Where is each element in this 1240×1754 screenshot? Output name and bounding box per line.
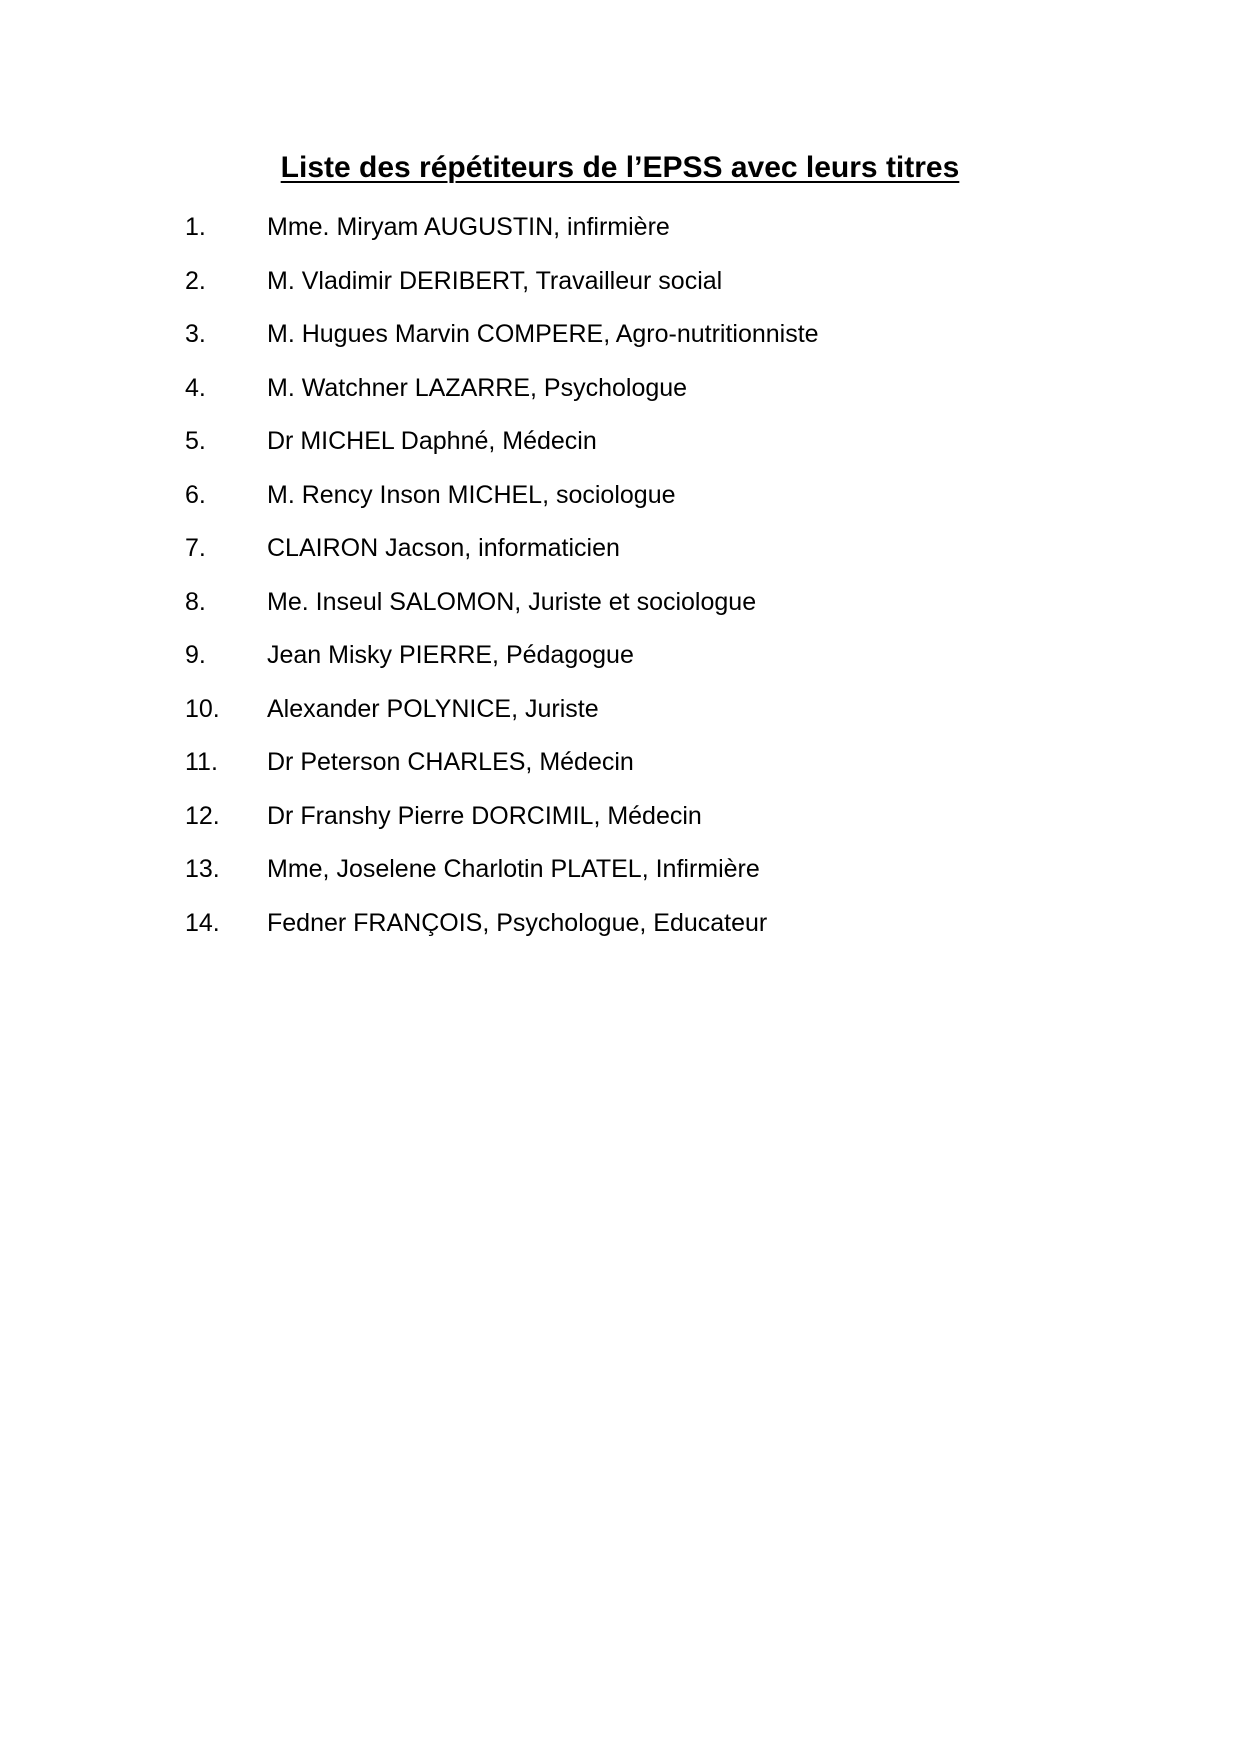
list-item-number: 5. bbox=[185, 427, 206, 455]
list-item bbox=[185, 261, 1085, 315]
list-item-text: M. Hugues Marvin COMPERE, Agro-nutritionniste bbox=[267, 320, 819, 348]
list-item bbox=[185, 582, 1085, 636]
list-item-number: 10. bbox=[185, 694, 220, 723]
list-item-text: M. Vladimir DERIBERT, Travailleur social bbox=[267, 266, 723, 295]
list-item-number: 9. bbox=[185, 641, 206, 669]
list-item-text: Mme. Miryam AUGUSTIN, infirmière bbox=[267, 213, 670, 241]
list-item-number: 7. bbox=[185, 534, 206, 562]
list-item-number: 13. bbox=[185, 855, 220, 883]
list-item bbox=[185, 903, 1085, 957]
list-item-text: Dr Peterson CHARLES, Médecin bbox=[267, 748, 634, 776]
repetiteurs-list bbox=[185, 207, 1085, 956]
list-item bbox=[185, 635, 1085, 689]
list-item bbox=[185, 796, 1085, 850]
list-item-text: Dr Franshy Pierre DORCIMIL, Médecin bbox=[267, 801, 702, 830]
document-title: Liste des répétiteurs de l’EPSS avec leurs titres bbox=[280, 151, 960, 184]
list-item-text: Me. Inseul SALOMON, Juriste et sociologue bbox=[267, 587, 757, 616]
list-item bbox=[185, 207, 1085, 261]
list-item bbox=[185, 849, 1085, 903]
list-item bbox=[185, 368, 1085, 422]
list-item bbox=[185, 475, 1085, 529]
list-item-text: Jean Misky PIERRE, Pédagogue bbox=[267, 641, 634, 669]
list-item-number: 11. bbox=[185, 748, 218, 776]
list-item-text: Dr MICHEL Daphné, Médecin bbox=[267, 427, 597, 455]
list-item-number: 12. bbox=[185, 801, 220, 830]
list-item-text: Fedner FRANÇOIS, Psychologue, Educateur bbox=[267, 908, 768, 937]
list-item-text: M. Rency Inson MICHEL, sociologue bbox=[267, 480, 676, 509]
list-item-text: CLAIRON Jacson, informaticien bbox=[267, 534, 620, 562]
list-item-text: Mme, Joselene Charlotin PLATEL, Infirmière bbox=[267, 855, 760, 883]
list-item-number: 1. bbox=[185, 213, 206, 241]
list-item-number: 8. bbox=[185, 587, 206, 616]
list-item-number: 2. bbox=[185, 266, 206, 295]
list-item-text: Alexander POLYNICE, Juriste bbox=[267, 694, 599, 723]
list-item bbox=[185, 421, 1085, 475]
list-item-number: 14. bbox=[185, 908, 220, 937]
list-item bbox=[185, 689, 1085, 743]
list-item-text: M. Watchner LAZARRE, Psychologue bbox=[267, 373, 688, 402]
list-item-number: 3. bbox=[185, 320, 206, 348]
list-item-number: 6. bbox=[185, 480, 206, 509]
list-item bbox=[185, 528, 1085, 582]
list-item-number: 4. bbox=[185, 373, 206, 402]
list-item bbox=[185, 314, 1085, 368]
list-item bbox=[185, 742, 1085, 796]
